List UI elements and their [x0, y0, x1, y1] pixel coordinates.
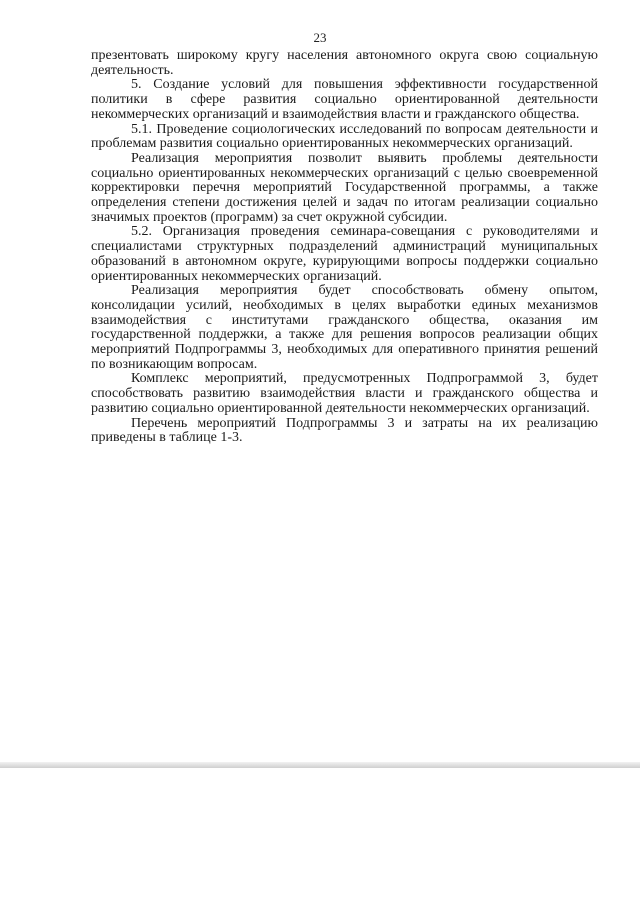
paragraph-item-5: 5. Создание условий для повышения эффективности государственной политики в сфере развития социально ориентированной деятельности некоммерческих организаций и взаимодействия власти и гражданского общества. [91, 77, 598, 122]
document-body [91, 49, 598, 446]
paragraph-5-1-description: Реализация мероприятия позволит выявить проблемы деятельности социально ориентированных некоммерческих организаций с целью своевременной корректировки перечня мероприятий Государственной программы, а также определения степени достижения целей и задач по итогам реализации социально значимых проектов (программ) за счет окружной субсидии. [91, 150, 598, 225]
page-number: 23 [313, 30, 327, 45]
paragraph-item-5-2: 5.2. Организация проведения семинара-совещания с руководителями и специалистами структурных подразделений администраций муниципальных образований в автономном округе, курирующими вопросы поддержки социально ориентированных некоммерческих организаций. [91, 224, 598, 284]
paragraph-5-2-description: Реализация мероприятия будет способствовать обмену опытом, консолидации усилий, необходимых в целях выработки единых механизмов взаимодействия с институтами гражданского общества, оказания им государственной поддержки, а также для решения вопросов реализации общих мероприятий Подпрограммы 3, необходимых для оперативного принятия решений по возникающим вопросам. [91, 283, 598, 372]
paragraph-item-5-1: 5.1. Проведение социологических исследований по вопросам деятельности и проблемам развития социально ориентированных некоммерческих организаций. [91, 121, 598, 152]
paragraph-table-reference: Перечень мероприятий Подпрограммы 3 и затраты на их реализацию приведены в таблице 1-3. [91, 415, 598, 446]
paragraph-continuation: презентовать широкому кругу населения автономного округа свою социальную деятельность. [91, 48, 598, 78]
paragraph-summary: Комплекс мероприятий, предусмотренных Подпрограммой 3, будет способствовать развитию взаимодействия власти и гражданского общества и развитию социально ориентированной деятельности некоммерческих организаций. [91, 371, 598, 416]
